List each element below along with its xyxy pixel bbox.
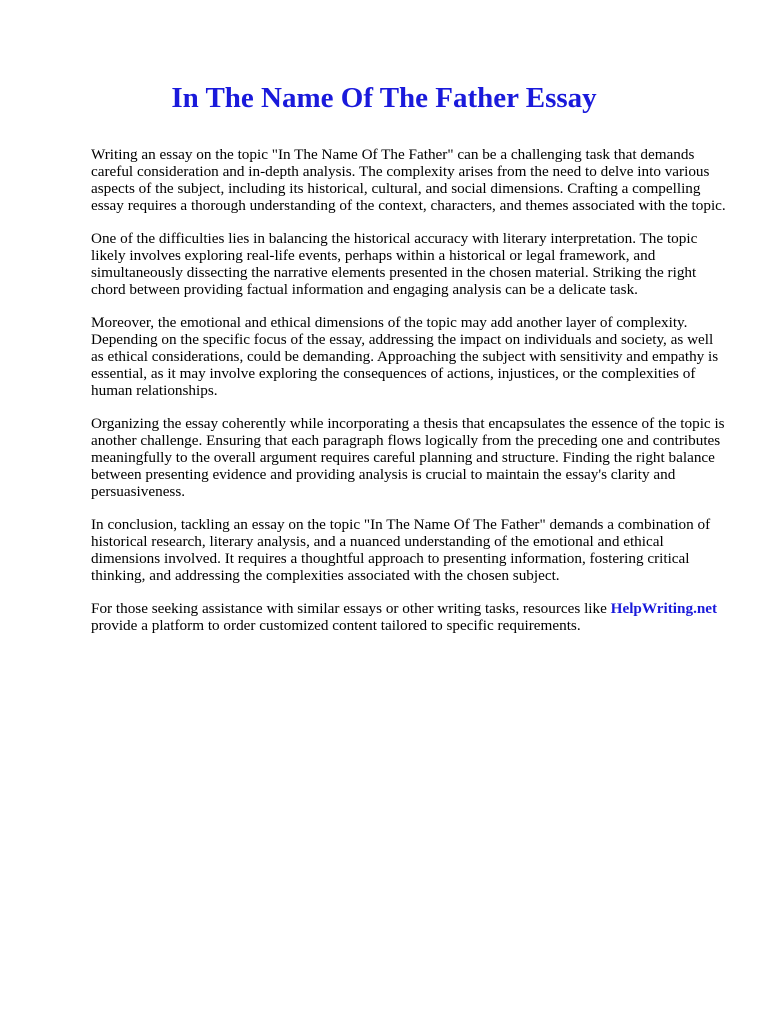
paragraph-2: One of the difficulties lies in balancing the historical accuracy with literary interpretation. The topic likely involves exploring real-life events, perhaps within a historical or legal framework, and simultaneously dissecting the narrative elements presented in the chosen material. Striking the right chord between providing factual information and engaging analysis can be a delicate task. [91, 230, 698, 298]
document-body [91, 146, 727, 650]
paragraph-5: In conclusion, tackling an essay on the topic "In The Name Of The Father" demands a combination of historical research, literary analysis, and a nuanced understanding of the emotional and ethical dimensions involved. It requires a thoughtful approach to presenting information, fostering critical thinking, and addressing the complexities associated with the chosen subject. [91, 516, 711, 584]
paragraph-4: Organizing the essay coherently while incorporating a thesis that encapsulates the essence of the topic is another challenge. Ensuring that each paragraph flows logically from the preceding one and contributes meaningfully to the overall argument requires careful planning and structure. Finding the right balance between presenting evidence and providing analysis is crucial to maintain the essay's clarity and persuasiveness. [91, 415, 725, 500]
document-title: In The Name Of The Father Essay [171, 82, 597, 114]
paragraph-6 [91, 600, 727, 634]
paragraph-3: Moreover, the emotional and ethical dimensions of the topic may add another layer of complexity. Depending on the specific focus of the essay, addressing the impact on individuals and society, as well as ethical considerations, could be demanding. Approaching the subject with sensitivity and empathy is essential, as it may involve exploring the consequences of actions, injustices, or the complexities of human relationships. [91, 314, 719, 399]
helpwriting-link[interactable]: HelpWriting.net [610, 600, 718, 617]
paragraph-6-text-before: For those seeking assistance with similar essays or other writing tasks, resources like [91, 600, 607, 617]
paragraph-6-text-after: provide a platform to order customized content tailored to specific requirements. [91, 617, 581, 634]
paragraph-1: Writing an essay on the topic "In The Name Of The Father" can be a challenging task that demands careful consideration and in-depth analysis. The complexity arises from the need to delve into various aspects of the subject, including its historical, cultural, and social dimensions. Crafting a compelling essay requires a thorough understanding of the context, characters, and themes associated with the topic. [91, 146, 726, 214]
